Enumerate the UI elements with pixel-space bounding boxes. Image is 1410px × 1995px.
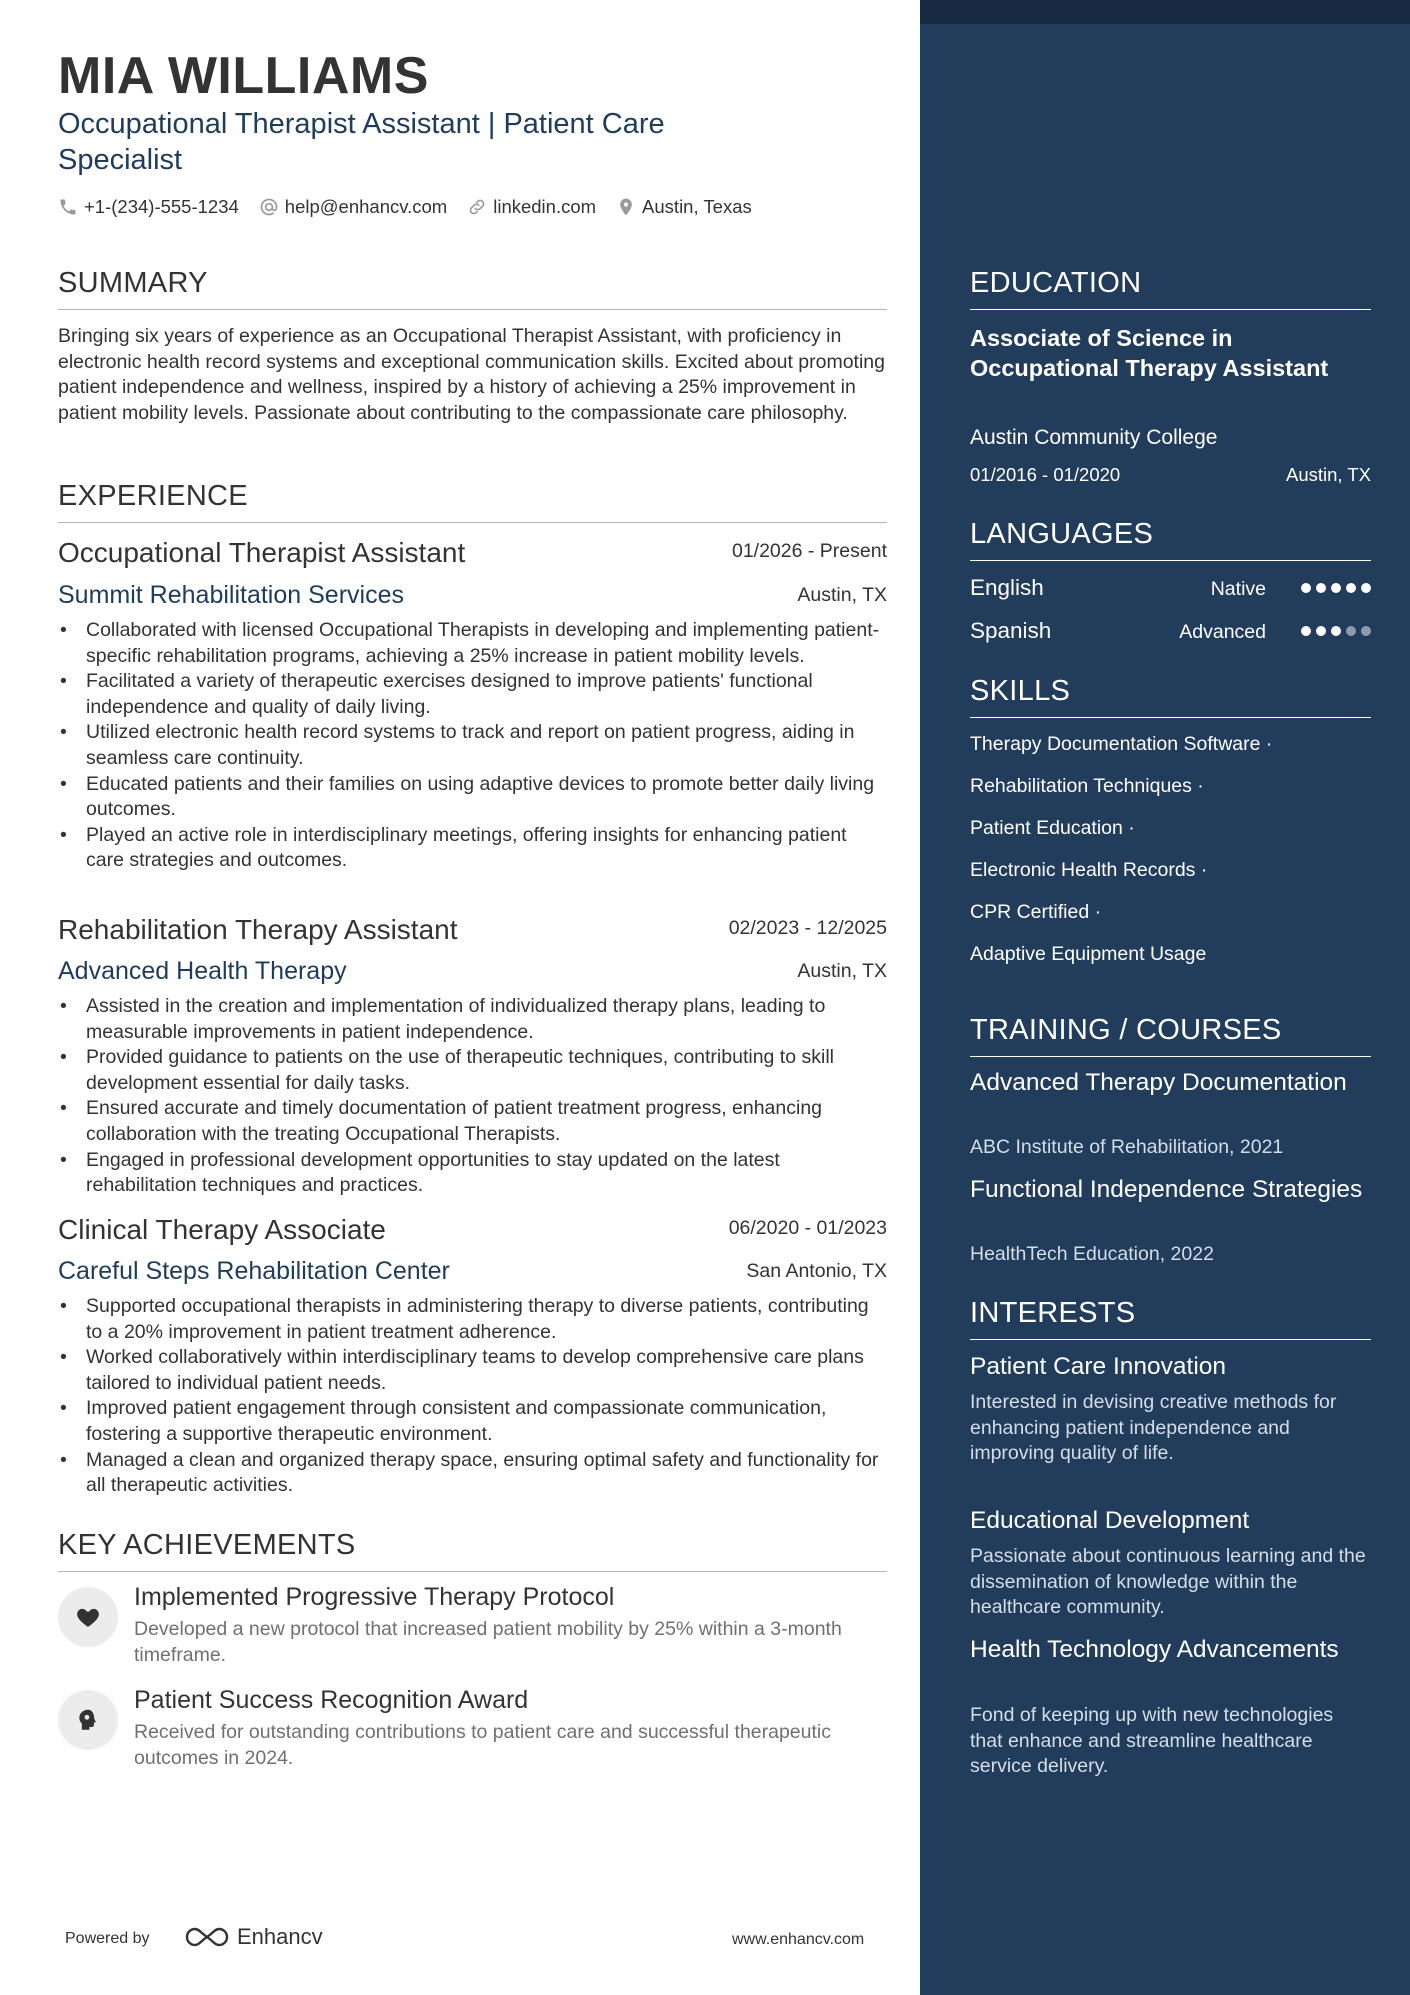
rating-dot-filled [1331, 583, 1341, 593]
email-text: help@enhancv.com [284, 196, 448, 217]
contact-email[interactable] [259, 196, 447, 218]
languages-heading: LANGUAGES [970, 516, 1371, 561]
enhancv-brand: Enhancv [237, 1924, 323, 1949]
interest-desc: Fond of keeping up with new technologies that enhance and streamline healthcare service delivery. [970, 1704, 1334, 1778]
achievements-heading: KEY ACHIEVEMENTS [58, 1527, 887, 1572]
skill-item: Electronic Health Records · [970, 859, 1208, 881]
job-location: Austin, TX [797, 960, 887, 982]
head-brain-icon [58, 1690, 118, 1750]
contact-bar [58, 193, 772, 221]
education-heading: EDUCATION [970, 265, 1371, 310]
bullet-item: • Educated patients and their families on using adaptive devices to promote better daily living outcomes. [58, 772, 887, 823]
bullet-item: • Utilized electronic health record systems to track and report on patient progress, aiding in seamless care continuity. [58, 720, 887, 771]
skills-heading: SKILLS [970, 673, 1371, 718]
headline: Occupational Therapist Assistant | Patient Care Specialist [58, 108, 665, 176]
language-name: Spanish [970, 618, 1052, 643]
course-title: Functional Independence Strategies [970, 1176, 1363, 1203]
achievement-title: Implemented Progressive Therapy Protocol [134, 1583, 615, 1611]
interest-title: Educational Development [970, 1507, 1250, 1534]
job-company: Advanced Health Therapy [58, 957, 347, 985]
job-title: Clinical Therapy Associate [58, 1214, 386, 1245]
at-icon [259, 197, 279, 217]
course-org: HealthTech Education, 2022 [970, 1243, 1214, 1265]
language-row [970, 616, 1371, 646]
phone-icon [58, 197, 78, 217]
education-degree: Associate of Science in Occupational Therapy Assistant [970, 325, 1329, 381]
language-level: Advanced [1179, 621, 1266, 643]
job-location: San Antonio, TX [746, 1260, 887, 1282]
education-school: Austin Community College [970, 426, 1218, 449]
rating-dot-filled [1316, 583, 1326, 593]
course-org: ABC Institute of Rehabilitation, 2021 [970, 1136, 1284, 1158]
heart-icon [58, 1587, 118, 1647]
job-date: 01/2026 - Present [731, 540, 887, 562]
skill-item: Therapy Documentation Software · [970, 733, 1273, 755]
rating-dot-filled [1361, 583, 1371, 593]
education-date: 01/2016 - 01/2020 [970, 464, 1121, 485]
language-rating [1296, 583, 1371, 593]
location-pin-icon [616, 197, 636, 217]
skill-item: Adaptive Equipment Usage [970, 943, 1207, 965]
contact-phone[interactable] [58, 196, 239, 218]
bullet-item: • Facilitated a variety of therapeutic exercises designed to improve patients' functional independence and quality of daily living. [58, 669, 887, 720]
bullet-item: • Provided guidance to patients on the use of therapeutic techniques, contributing to skill development essential for daily tasks. [58, 1045, 887, 1096]
skill-item: CPR Certified · [970, 901, 1102, 923]
language-rating [1296, 626, 1371, 636]
skill-item: Rehabilitation Techniques · [970, 775, 1204, 797]
bullet-item: • Improved patient engagement through consistent and compassionate communication, fostering a supportive therapeutic environment. [58, 1396, 887, 1447]
job-date: 06/2020 - 01/2023 [728, 1217, 887, 1239]
phone-text: +1-(234)-555-1234 [84, 196, 239, 217]
job-bullets [58, 994, 887, 1199]
contact-location [616, 196, 752, 218]
job-date: 02/2023 - 12/2025 [728, 917, 887, 939]
achievement-item [58, 1581, 887, 1671]
powered-by-label: Powered by [65, 1930, 150, 1947]
rating-dot-filled [1301, 583, 1311, 593]
job-bullets [58, 618, 887, 874]
sidebar-top-band [920, 0, 1410, 24]
rating-dot-filled [1346, 583, 1356, 593]
course-title: Advanced Therapy Documentation [970, 1069, 1347, 1096]
interests-heading: INTERESTS [970, 1295, 1371, 1340]
language-level: Native [1210, 578, 1266, 600]
bullet-item: • Assisted in the creation and implementation of individualized therapy plans, leading to measurable improvements in patient independence. [58, 994, 887, 1045]
interest-title: Patient Care Innovation [970, 1353, 1227, 1380]
rating-dot-filled [1316, 626, 1326, 636]
bullet-item: • Supported occupational therapists in administering therapy to diverse patients, contributing to a 20% improvement in patient treatment adherence. [58, 1294, 887, 1345]
rating-dot-empty [1346, 626, 1356, 636]
language-name: English [970, 575, 1044, 600]
experience-heading: EXPERIENCE [58, 478, 887, 523]
bullet-item: • Collaborated with licensed Occupational Therapists in developing and implementing patient-specific rehabilitation programs, achieving a 25% increase in patient mobility levels. [58, 618, 887, 669]
job-company: Summit Rehabilitation Services [58, 581, 404, 609]
rating-dot-empty [1361, 626, 1371, 636]
achievement-desc: Developed a new protocol that increased patient mobility by 25% within a 3-month timeframe. [134, 1618, 842, 1666]
bullet-item: • Engaged in professional development opportunities to stay updated on the latest rehabilitation techniques and practices. [58, 1148, 887, 1199]
training-heading: TRAINING / COURSES [970, 1012, 1371, 1057]
job-bullets [58, 1294, 887, 1499]
bullet-item: • Played an active role in interdisciplinary meetings, offering insights for enhancing patient care strategies and outcomes. [58, 823, 887, 874]
contact-link[interactable] [467, 196, 596, 218]
education-location: Austin, TX [1285, 464, 1371, 485]
link-text: linkedin.com [493, 196, 597, 217]
job-title: Occupational Therapist Assistant [58, 537, 466, 568]
rating-dot-filled [1301, 626, 1311, 636]
language-row [970, 573, 1371, 603]
summary-heading: SUMMARY [58, 265, 887, 310]
job-title: Rehabilitation Therapy Assistant [58, 914, 458, 945]
link-icon [467, 197, 487, 217]
interest-title: Health Technology Advancements [970, 1636, 1339, 1663]
bullet-item: • Worked collaboratively within interdisciplinary teams to develop comprehensive care plans tailored to individual patient needs. [58, 1345, 887, 1396]
achievement-item [58, 1684, 887, 1774]
rating-dot-filled [1331, 626, 1341, 636]
job-location: Austin, TX [797, 584, 887, 606]
skill-item: Patient Education · [970, 817, 1135, 839]
bullet-item: • Managed a clean and organized therapy space, ensuring optimal safety and functionality for all therapeutic activities. [58, 1448, 887, 1499]
candidate-name: MIA WILLIAMS [58, 47, 429, 105]
bullet-item: • Ensured accurate and timely documentation of patient treatment progress, enhancing collaboration with the treating Occupational Therapists. [58, 1096, 887, 1147]
job-company: Careful Steps Rehabilitation Center [58, 1257, 450, 1285]
interest-desc: Passionate about continuous learning and the dissemination of knowledge within the healthcare community. [970, 1545, 1366, 1619]
sidebar [920, 0, 1410, 1995]
enhancv-logo-icon [183, 1924, 231, 1950]
enhancv-logo[interactable] [183, 1924, 323, 1950]
interest-desc: Interested in devising creative methods for enhancing patient independence and improving quality of life. [970, 1391, 1337, 1465]
location-text: Austin, Texas [642, 196, 752, 217]
summary-text: Bringing six years of experience as an Occupational Therapist Assistant, with proficiency in electronic health record systems and exceptional communication skills. Excited about promoting patient independence and wellness, inspired by a history of achieving a 25% improvement in patient mobility levels. Passionate about contributing to the compassionate care philosophy. [58, 325, 885, 424]
footer-url[interactable]: www.enhancv.com [732, 1931, 865, 1948]
achievement-title: Patient Success Recognition Award [134, 1686, 529, 1714]
achievement-desc: Received for outstanding contributions to patient care and successful therapeutic outcomes in 2024. [134, 1721, 832, 1769]
